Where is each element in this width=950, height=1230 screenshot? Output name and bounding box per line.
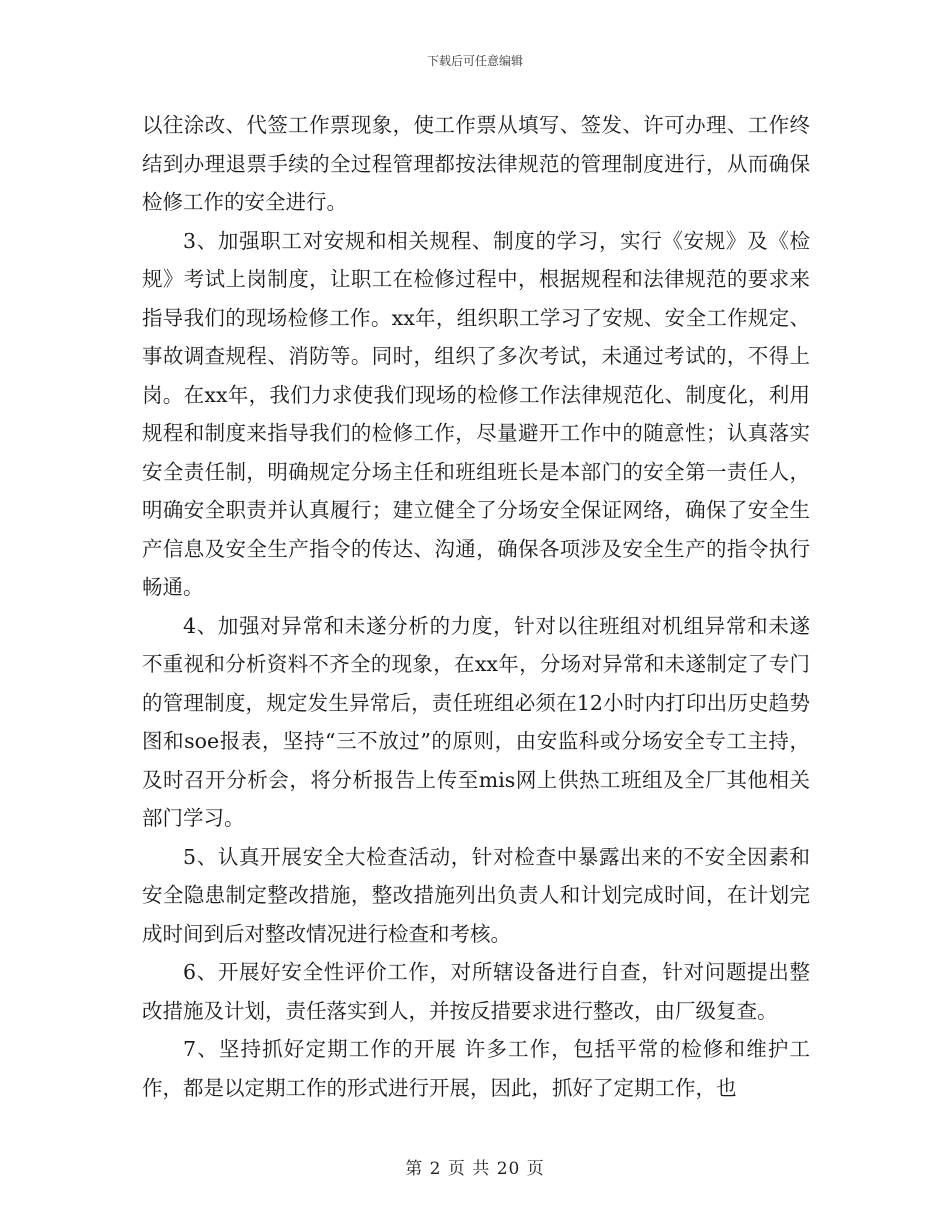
paragraph-item-4: 4、加强对异常和未遂分析的力度，针对以往班组对机组异常和未遂不重视和分析资料不齐全的现象，在xx年，分场对异常和未遂制定了专门的管理制度，规定发生异常后，责任班组必须在12小时内打印出历史趋势图和soe报表，坚持“三不放过”的原则，由安监科或分场安全专工主持，及时召开分析会，将分析报告上传至mis网上供热工班组及全厂其他相关部门学习。 <box>142 613 810 830</box>
paragraph-item-6: 6、开展好安全性评价工作，对所辖设备进行自查，针对问题提出整改措施及计划，责任落实到人，并按反措要求进行整改，由厂级复查。 <box>142 960 810 1023</box>
paragraph-item-5: 5、认真开展安全大检查活动，针对检查中暴露出来的不安全因素和安全隐患制定整改措施，整改措施列出负责人和计划完成时间，在计划完成时间到后对整改情况进行检查和考核。 <box>142 844 810 946</box>
page-header: 下载后可任意编辑 <box>426 54 523 68</box>
paragraph-continuation: 以往涂改、代签工作票现象，使工作票从填写、签发、许可办理、工作终结到办理退票手续的全过程管理都按法律规范的管理制度进行，从而确保检修工作的安全进行。 <box>142 113 810 214</box>
paragraph-item-3: 3、加强职工对安规和相关规程、制度的学习，实行《安规》及《检规》考试上岗制度，让职工在检修过程中，根据规程和法律规范的要求来指导我们的现场检修工作。xx年，组织职工学习了安规、安全工作规定、事故调查规程、消防等。同时，组织了多次考试，未通过考试的，不得上岗。在xx年，我们力求使我们现场的检修工作法律规范化、制度化，利用规程和制度来指导我们的检修工作，尽量避开工作中的随意性；认真落实安全责任制，明确规定分场主任和班组班长是本部门的安全第一责任人，明确安全职责并认真履行；建立健全了分场安全保证网络，确保了安全生产信息及安全生产指令的传达、沟通，确保各项涉及安全生产的指令执行畅通。 <box>142 228 810 599</box>
paragraph-item-7: 7、坚持抓好定期工作的开展 许多工作，包括平常的检修和维护工作，都是以定期工作的形式进行开展，因此，抓好了定期工作，也 <box>142 1037 810 1100</box>
document-body <box>142 106 810 1107</box>
page-number: 第 2 页 共 20 页 <box>405 1159 545 1179</box>
